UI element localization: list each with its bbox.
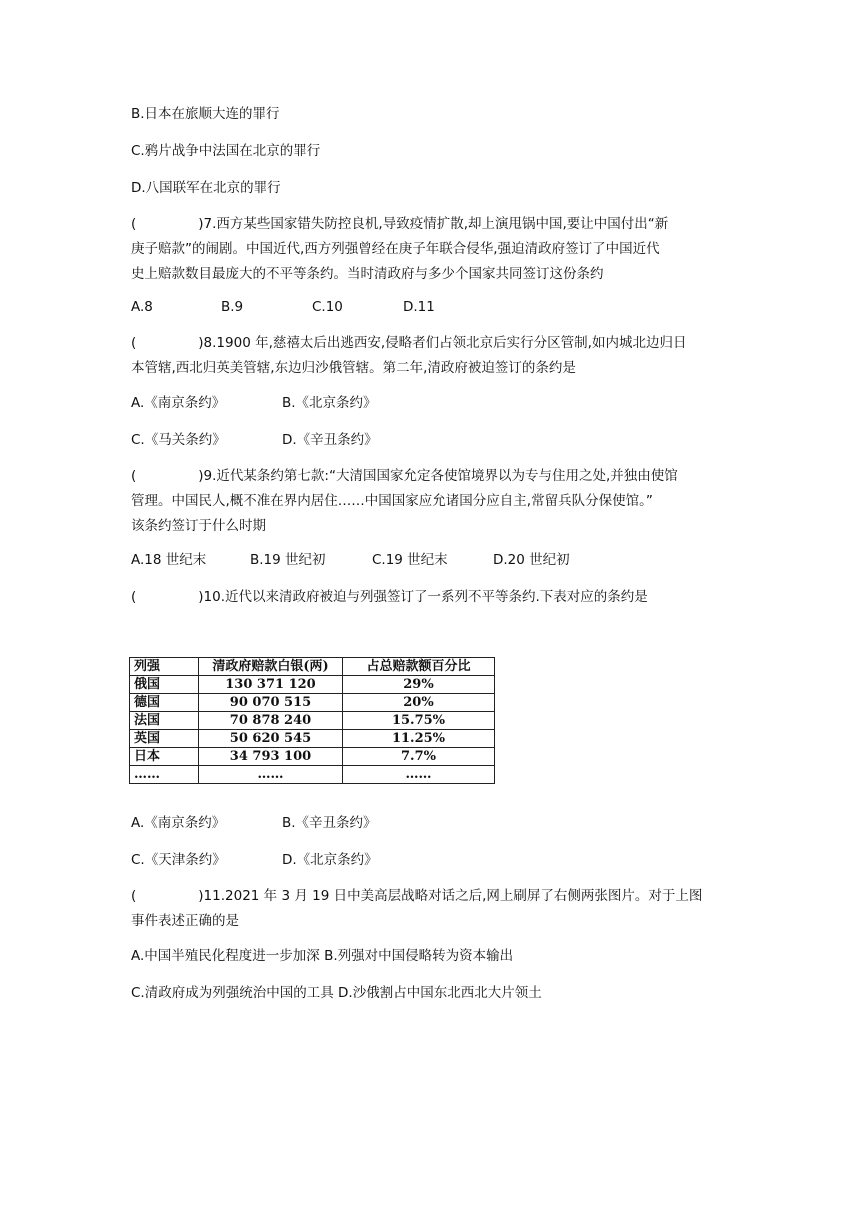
q8-text-line1: )8.1900 年,慈禧太后出逃西安,侵略者们占领北京后实行分区管制,如内城北边归日 <box>198 335 687 351</box>
table-row <box>130 694 495 712</box>
q11-options-line2: C.清政府成为列强统治中国的工具 D.沙俄割占中国东北西北大片领土 <box>131 985 542 1001</box>
table-header-cell: 占总赔款额百分比 <box>343 658 495 676</box>
q7-text-line2: 庚子赔款”的闹剧。中国近代,西方列强曾经在庚子年联合侵华,强迫清政府签订了中国近代 <box>131 241 660 257</box>
q11-options-line1: A.中国半殖民化程度进一步加深 B.列强对中国侵略转为资本输出 <box>131 948 514 964</box>
q8-option-d: D.《辛丑条约》 <box>282 432 378 448</box>
table-row <box>130 748 495 766</box>
q11-answer-bracket: ( <box>131 888 137 904</box>
q8-option-b: B.《北京条约》 <box>282 395 377 411</box>
q7-option-a: A.8 <box>131 299 153 315</box>
table-cell: …… <box>199 766 343 784</box>
table-cell: …… <box>130 766 199 784</box>
table-cell: 7.7% <box>343 748 495 766</box>
table-cell: 德国 <box>130 694 199 712</box>
q10-option-c: C.《天津条约》 <box>131 852 226 868</box>
q8-option-c: C.《马关条约》 <box>131 432 226 448</box>
q7-option-b: B.9 <box>221 299 244 315</box>
table-cell: 20% <box>343 694 495 712</box>
table-cell: 法国 <box>130 712 199 730</box>
q10-option-d: D.《北京条约》 <box>282 852 378 868</box>
q9-text-line2: 管理。中国民人,概不准在界内居住……中国国家应允诸国分应自主,常留兵队分保使馆。” <box>131 493 653 509</box>
q7-option-d: D.11 <box>403 299 435 315</box>
table-cell: 29% <box>343 676 495 694</box>
table-cell: 英国 <box>130 730 199 748</box>
table-cell: 34 793 100 <box>199 748 343 766</box>
q9-option-a: A.18 世纪末 <box>131 552 207 568</box>
table-header-cell: 清政府赔款白银(两) <box>199 658 343 676</box>
table-cell: 日本 <box>130 748 199 766</box>
q9-option-d: D.20 世纪初 <box>493 552 570 568</box>
table-header-cell: 列强 <box>130 658 199 676</box>
q11-stem <box>131 884 731 934</box>
q10-option-b: B.《辛丑条约》 <box>282 815 377 831</box>
q6-option-c: C.鸦片战争中法国在北京的罪行 <box>131 143 321 159</box>
table-row <box>130 712 495 730</box>
q7-text-line1: )7.西方某些国家错失防控良机,导致疫情扩散,却上演甩锅中国,要让中国付出“新 <box>198 216 669 232</box>
indemnity-table <box>129 657 495 784</box>
q9-option-c: C.19 世纪末 <box>372 552 448 568</box>
q8-option-a: A.《南京条约》 <box>131 395 226 411</box>
table-header-row <box>130 658 495 676</box>
q8-stem <box>131 331 731 381</box>
q9-stem <box>131 464 731 539</box>
table-cell: …… <box>343 766 495 784</box>
q9-answer-bracket: ( <box>131 468 137 484</box>
table-row <box>130 676 495 694</box>
q7-stem <box>131 212 731 287</box>
q6-option-b: B.日本在旅顺大连的罪行 <box>131 106 280 122</box>
table-cell: 130 371 120 <box>199 676 343 694</box>
table-cell: 50 620 545 <box>199 730 343 748</box>
q11-text-line2: 事件表述正确的是 <box>131 913 239 929</box>
q9-option-b: B.19 世纪初 <box>250 552 326 568</box>
q10-stem <box>131 587 648 607</box>
q10-option-a: A.《南京条约》 <box>131 815 226 831</box>
q6-option-d: D.八国联军在北京的罪行 <box>131 180 281 196</box>
q11-text-line1: )11.2021 年 3 月 19 日中美高层战略对话之后,网上刷屏了右侧两张图片。对于上图 <box>198 888 703 904</box>
table-cell: 15.75% <box>343 712 495 730</box>
q8-text-line2: 本管辖,西北归英美管辖,东边归沙俄管辖。第二年,清政府被迫签订的条约是 <box>131 360 576 376</box>
table-row <box>130 766 495 784</box>
q7-answer-bracket: ( <box>131 216 137 232</box>
q9-text-line3: 该条约签订于什么时期 <box>131 518 266 534</box>
table-row <box>130 730 495 748</box>
table-cell: 70 878 240 <box>199 712 343 730</box>
table-cell: 90 070 515 <box>199 694 343 712</box>
q9-text-line1: )9.近代某条约第七款:“大清国国家允定各使馆境界以为专与住用之处,并独由使馆 <box>198 468 678 484</box>
q8-answer-bracket: ( <box>131 335 137 351</box>
q10-answer-bracket: ( <box>131 589 137 605</box>
table-cell: 俄国 <box>130 676 199 694</box>
q7-option-c: C.10 <box>312 299 343 315</box>
q7-text-line3: 史上赔款数目最庞大的不平等条约。当时清政府与多少个国家共同签订这份条约 <box>131 266 604 282</box>
table-cell: 11.25% <box>343 730 495 748</box>
q10-text-line1: )10.近代以来清政府被迫与列强签订了一系列不平等条约.下表对应的条约是 <box>198 589 648 605</box>
